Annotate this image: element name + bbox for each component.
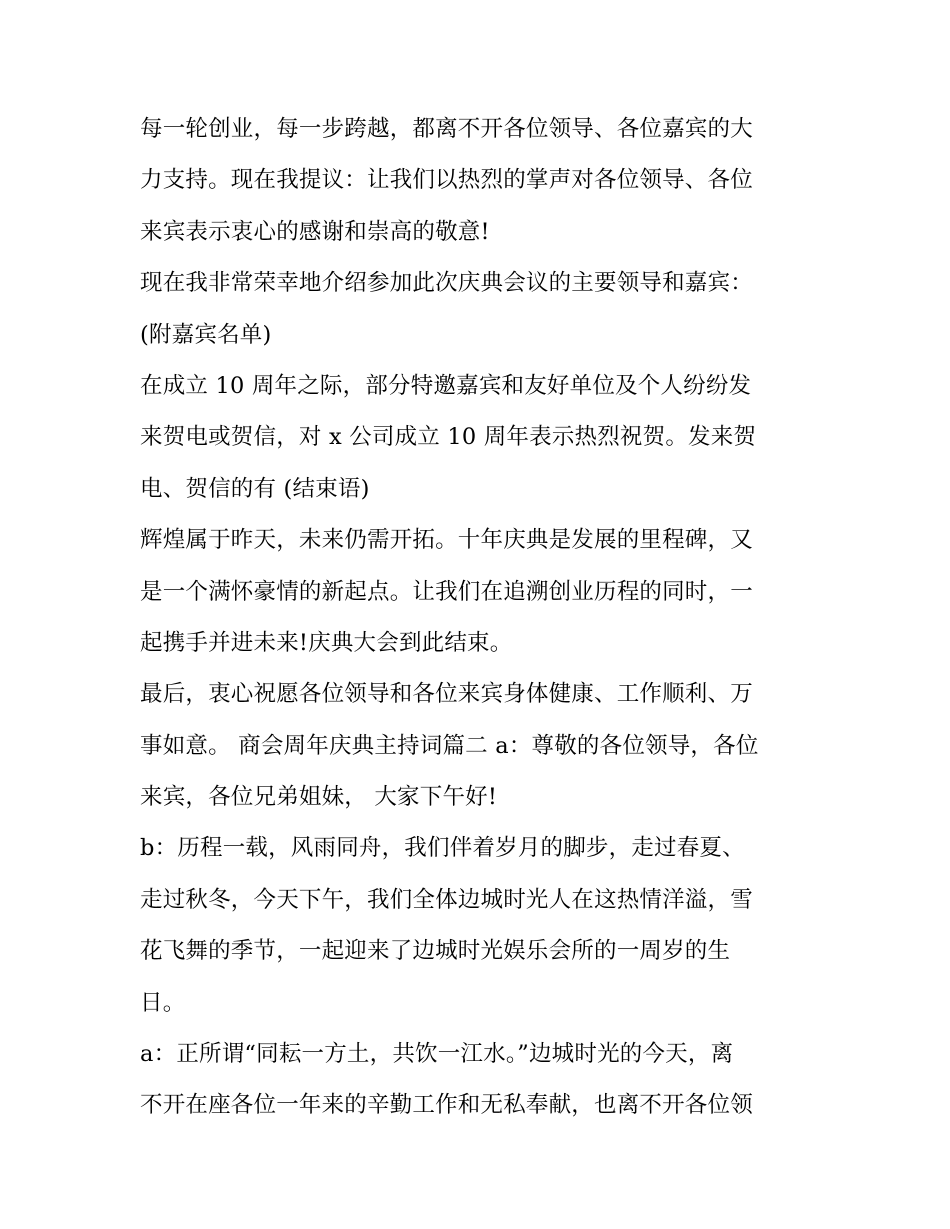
text-line: 电、贺信的有 (结束语) (140, 475, 370, 502)
text-line: 力支持。现在我提议：让我们以热烈的掌声对各位领导、各位 (140, 167, 753, 194)
text-line: 来宾，各位兄弟姐妹， 大家下午好! (140, 784, 498, 811)
paragraph-wishes (140, 669, 820, 823)
paragraph-thanks (140, 104, 820, 258)
text-line: 是一个满怀豪情的新起点。让我们在追溯创业历程的同时，一 (140, 578, 753, 605)
text-line: 现在我非常荣幸地介绍参加此次庆典会议的主要领导和嘉宾： (140, 270, 753, 297)
text-line: 最后，衷心祝愿各位领导和各位来宾身体健康、工作顺利、万 (140, 681, 753, 708)
text-line: a：正所谓“同耘一方土，共饮一江水。”边城时光的今天，离 (140, 1041, 734, 1068)
paragraph-closing (140, 515, 820, 669)
text-line: 起携手并进未来!庆典大会到此结束。 (140, 629, 513, 656)
text-line: 走过秋冬，今天下午，我们全体边城时光人在这热情洋溢，雪 (140, 886, 753, 913)
paragraph-host-a (140, 1029, 820, 1132)
text-line: 不开在座各位一年来的辛勤工作和无私奉献，也离不开各位领 (140, 1092, 753, 1119)
paragraph-host-b (140, 823, 820, 1029)
text-line: 日。 (140, 989, 186, 1016)
text-line: 事如意。 商会周年庆典主持词篇二 a：尊敬的各位领导，各位 (140, 732, 759, 759)
text-line: 花飞舞的季节，一起迎来了边城时光娱乐会所的一周岁的生 (140, 938, 731, 965)
text-line: 来宾表示衷心的感谢和崇高的敬意! (140, 218, 490, 245)
text-line: (附嘉宾名单) (140, 321, 272, 348)
document-body (140, 104, 820, 1132)
paragraph-congratulations (140, 361, 820, 515)
text-line: 来贺电或贺信，对 x 公司成立 10 周年表示热烈祝贺。发来贺 (140, 424, 757, 451)
paragraph-guest-intro (140, 258, 820, 361)
text-line: b：历程一载，风雨同舟，我们伴着岁月的脚步，走过春夏、 (140, 835, 745, 862)
text-line: 在成立 10 周年之际，部分特邀嘉宾和友好单位及个人纷纷发 (140, 372, 752, 399)
text-line: 每一轮创业，每一步跨越，都离不开各位领导、各位嘉宾的大 (140, 116, 753, 142)
text-line: 辉煌属于昨天，未来仍需开拓。十年庆典是发展的里程碑，又 (140, 527, 753, 554)
